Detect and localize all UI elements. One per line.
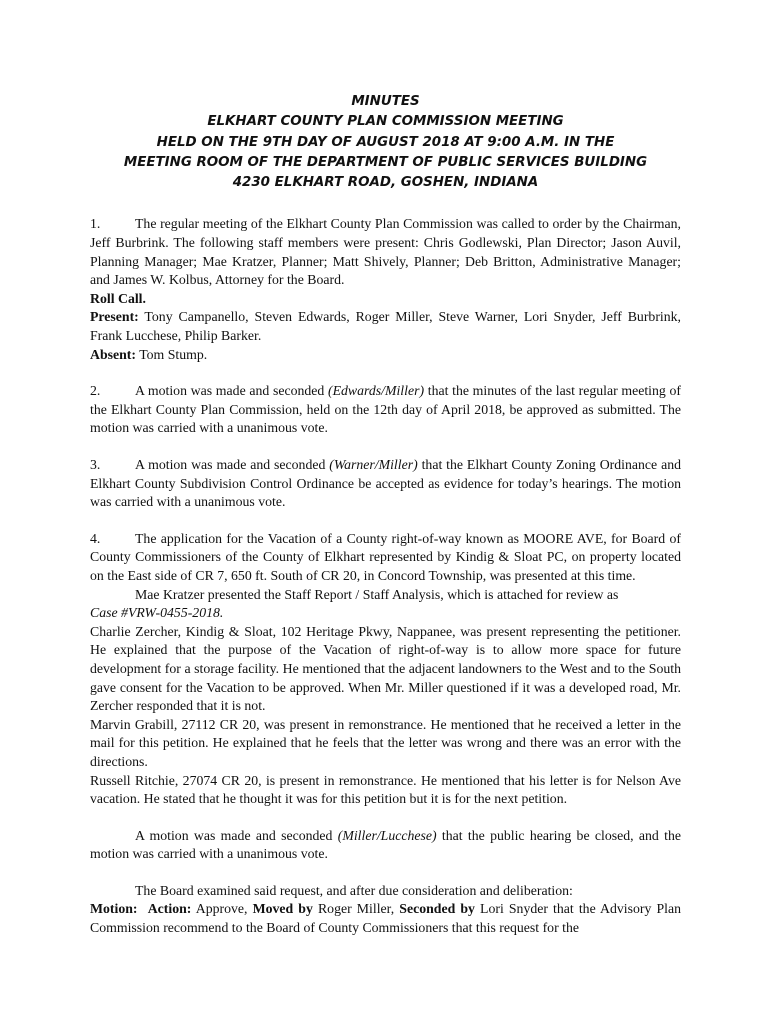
grabill-testimony: Marvin Grabill, 27112 CR 20, was present in remonstrance. He mentioned that he received a letter in the mail for this petition. He explained that he feels that the letter was wrong and there was an error with the directions. — [90, 716, 681, 769]
document-title — [90, 92, 681, 193]
item-2-paragraph — [90, 382, 681, 438]
item-2-movers: (Edwards/Miller) — [328, 383, 425, 399]
case-number: Case #VRW-0455-2018. — [90, 605, 224, 621]
item-2-text-b: that the minutes of the last regular meeting of the Elkhart County Plan Commission, held on the 12th day of April 2018, be approved as submitted. The motion was carried with a unanimous vote. — [90, 383, 681, 436]
zercher-testimony: Charlie Zercher, Kindig & Sloat, 102 Heritage Pkwy, Nappanee, was present representing the petitioner. He explained that the purpose of the Vacation of right-of-way is to allow more space for future development for a storage facility. He mentioned that the adjacent landowners to the West and to the South gave consent for the Vacation to be approved. When Mr. Miller questioned if it was a developed road, Mr. Zercher responded that it is not. — [90, 623, 681, 714]
close-hearing-movers: (Miller/Lucchese) — [337, 827, 437, 843]
item-1-text: The regular meeting of the Elkhart County Plan Commission was called to order by the Chairman, Jeff Burbrink. The following staff members were present: Chris Godlewski, Plan Director; Jason Auvil, Planning Manager; Mae Kratzer, Planner; Matt Shively, Planner; Deb Britton, Administrative Manager; and James W. Kolbus, Attorney for the Board. — [90, 216, 681, 288]
item-1-number: 1. — [90, 216, 101, 232]
item-3-number: 3. — [90, 457, 101, 473]
title-line-3: HELD ON THE 9TH DAY OF AUGUST 2018 AT 9:00 A.M. IN THE — [156, 134, 615, 150]
present-line — [90, 308, 681, 345]
roll-call-label: Roll Call. — [90, 290, 146, 306]
board-examined-line: The Board examined said request, and after due consideration and deliberation: — [135, 882, 573, 898]
item-1-paragraph — [90, 215, 681, 289]
action-label: Action: — [147, 901, 192, 917]
close-hearing-text-a: A motion was made and seconded — [135, 827, 338, 843]
item-4-number: 4. — [90, 530, 101, 546]
absent-members: Tom Stump. — [136, 346, 208, 362]
motion-paragraph — [90, 900, 681, 937]
item-3-text-a: A motion was made and seconded — [135, 457, 330, 473]
moved-by-text: Roger Miller, — [312, 901, 400, 917]
item-2-number: 2. — [90, 383, 101, 399]
item-4-paragraph — [90, 530, 681, 586]
absent-label: Absent: — [90, 346, 136, 362]
item-3-paragraph — [90, 456, 681, 512]
title-line-5: 4230 ELKHART ROAD, GOSHEN, INDIANA — [232, 175, 539, 191]
seconded-by-text: Lori Snyder that the Advisory Plan Commission recommend to the Board of County Commissioners that this request for the — [90, 901, 682, 936]
staff-report-line — [90, 586, 681, 605]
title-line-4: MEETING ROOM OF THE DEPARTMENT OF PUBLIC SERVICES BUILDING — [123, 154, 648, 170]
minutes-page — [90, 92, 681, 938]
case-number-line — [90, 604, 681, 623]
absent-line — [90, 346, 681, 365]
ritchie-testimony: Russell Ritchie, 27074 CR 20, is present in remonstrance. He mentioned that his letter is for Nelson Ave vacation. He stated that he thought it was for this petition but it is for the next petition. — [90, 772, 681, 807]
title-line-1: MINUTES — [351, 94, 420, 109]
moved-by-label: Moved by — [252, 901, 313, 917]
title-line-2: ELKHART COUNTY PLAN COMMISSION MEETING — [207, 114, 564, 130]
seconded-by-label: Seconded by — [399, 901, 475, 917]
action-text: Approve, — [191, 901, 253, 917]
item-2-text-a: A motion was made and seconded — [135, 383, 328, 399]
present-label: Present: — [90, 309, 139, 325]
motion-label: Motion: — [90, 901, 138, 917]
close-hearing-paragraph — [90, 827, 681, 864]
present-members: Tony Campanello, Steven Edwards, Roger Miller, Steve Warner, Lori Snyder, Jeff Burbrink, Frank Lucchese, Philip Barker. — [90, 309, 681, 344]
item-4-text: The application for the Vacation of a County right-of-way known as MOORE AVE, for Board of County Commissioners of the County of Elkhart represented by Kindig & Sloat PC, on property located on the East side of CR 7, 650 ft. South of CR 20, in Concord Township, was presented at this time. — [90, 530, 681, 583]
item-3-text-b: that the Elkhart County Zoning Ordinance and Elkhart County Subdivision Control Ordinance be accepted as evidence for today’s hearings. The motion was carried with a unanimous vote. — [90, 457, 681, 510]
item-3-movers: (Warner/Miller) — [329, 457, 418, 473]
staff-report-text: Mae Kratzer presented the Staff Report / Staff Analysis, which is attached for review as — [135, 586, 619, 602]
close-hearing-text-b: that the public hearing be closed, and the motion was carried with a unanimous vote. — [90, 827, 681, 862]
roll-call-heading — [90, 290, 681, 309]
